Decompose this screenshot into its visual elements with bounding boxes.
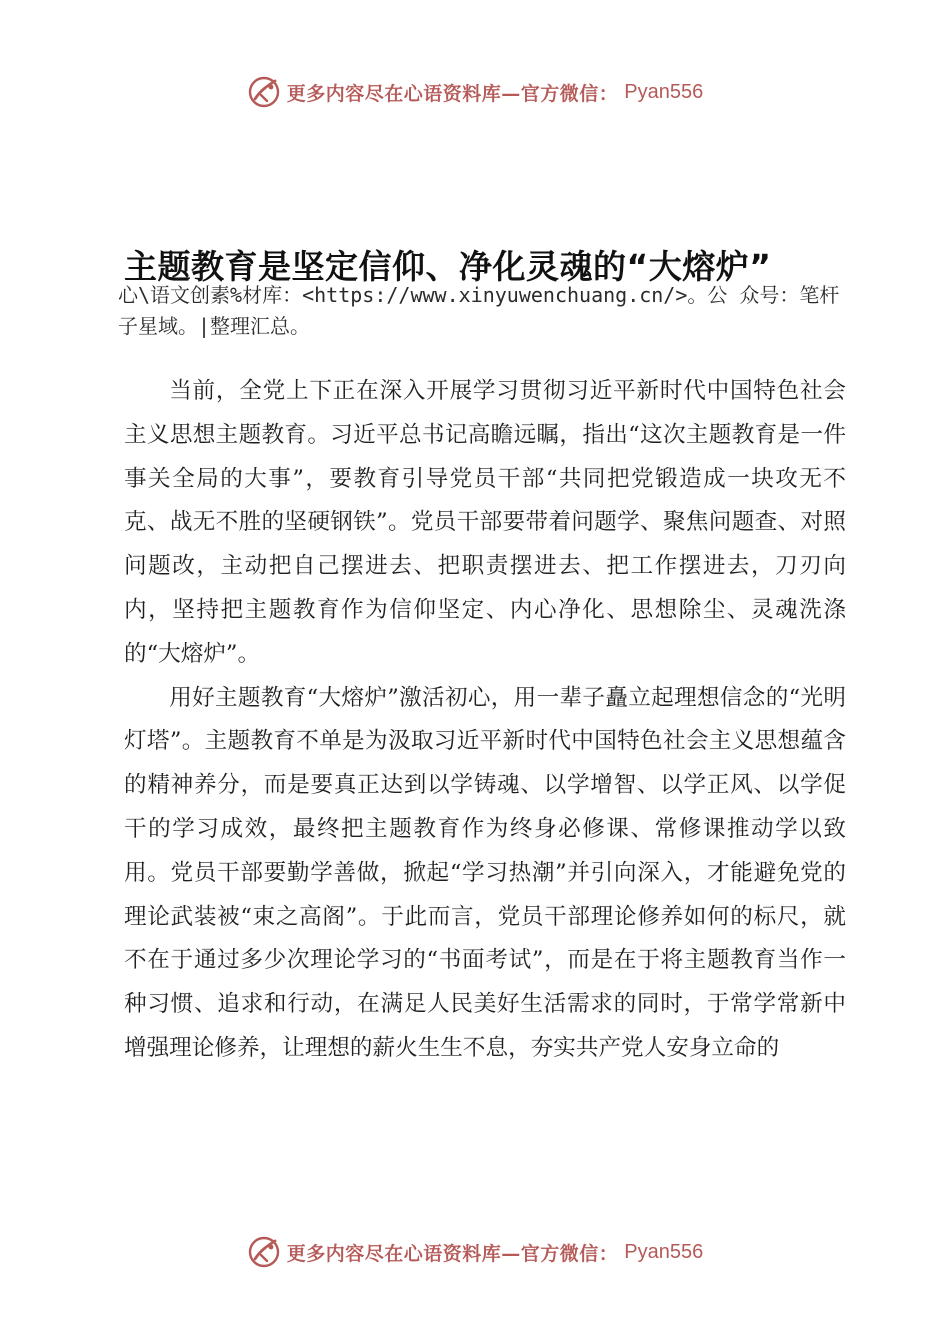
- header-banner: [0, 72, 950, 112]
- paragraph-1: 当前，全党上下正在深入开展学习贯彻习近平新时代中国特色社会主义思想主题教育。习近平总书记高瞻远瞩，指出“这次主题教育是一件事关全局的大事”，要教育引导党员干部“共同把党锻造成一块攻无不克、战无不胜的坚硬钢铁”。党员干部要带着问题学、聚焦问题查、对照问题改，主动把自己摆进去、把职责摆进去、把工作摆进去，刀刃向内，坚持把主题教育作为信仰坚定、内心净化、思想除尘、灵魂洗涤的“大熔炉”。: [124, 378, 846, 667]
- logo-icon: [247, 1235, 281, 1269]
- paragraph-2: 用好主题教育“大熔炉”激活初心，用一辈子矗立起理想信念的“光明灯塔”。主题教育不单是为汲取习近平新时代中国特色社会主义思想蕴含的精神养分，而是要真正达到以学铸魂、以学增智、以学正风、以学促干的学习成效，最终把主题教育作为终身必修课、常修课推动学以致用。党员干部要勤学善做，掀起“学习热潮”并引向深入，才能避免党的理论武装被“束之高阁”。于此而言，党员干部理论修养如何的标尺，就不在于通过多少次理论学习的“书面考试”，而是在于将主题教育当作一种习惯、追求和行动，在满足人民美好生活需求的同时，于常学常新中增强理论修养，让理想的薪火生生不息，夯实共产党人安身立命的: [124, 684, 846, 1061]
- document-title: 主题教育是坚定信仰、净化灵魂的“大熔炉”: [124, 247, 772, 286]
- footer-banner-wechat: Pyan556: [624, 1240, 704, 1263]
- watermark-text: 心\语文创素%材库：<https://www.xinyuwenchuang.cn/>。公 众号：笔杆子星域。|整理汇总。: [118, 283, 840, 338]
- header-banner-text: 更多内容尽在心语资料库—官方微信：: [286, 82, 619, 105]
- footer-banner-text: 更多内容尽在心语资料库—官方微信：: [286, 1242, 619, 1265]
- header-banner-wechat: Pyan556: [624, 80, 704, 103]
- footer-banner: [0, 1232, 950, 1272]
- logo-icon: [247, 75, 281, 109]
- article-body: [124, 370, 846, 1071]
